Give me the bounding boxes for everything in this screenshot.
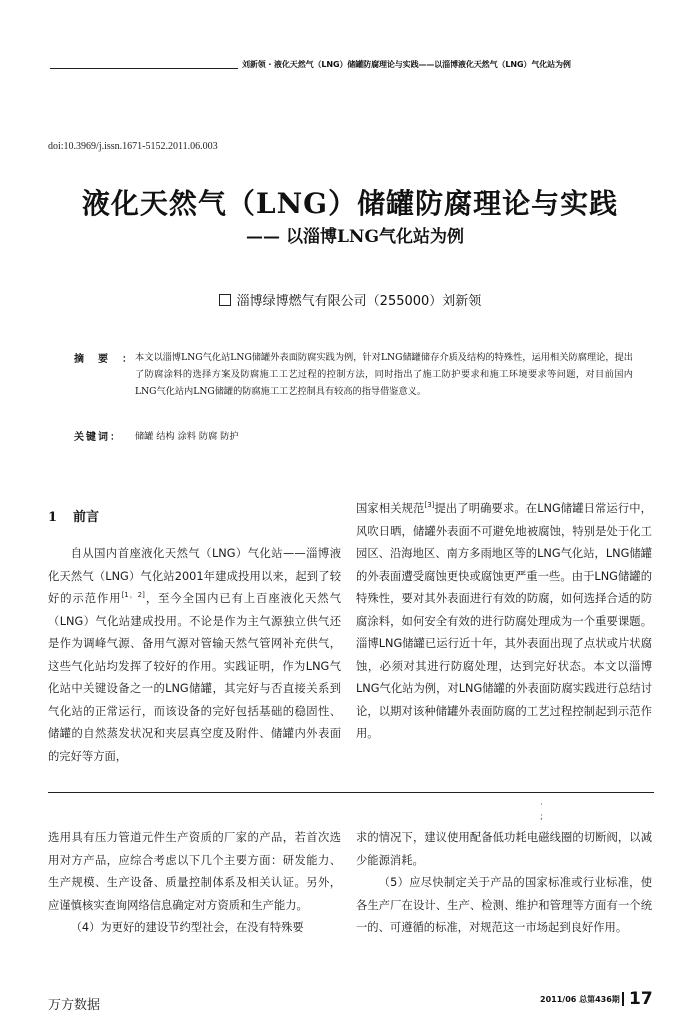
citation: [3]: [424, 501, 435, 510]
section-title: 前言: [73, 510, 100, 525]
section-number: 1: [48, 510, 58, 525]
author-line: [0, 290, 700, 309]
stray-mark: ·: [540, 800, 543, 810]
paragraph: （5）应尽快制定关于产品的国家标准或行业标准，使各生产厂在设计、生产、检测、维护和管理等方面有一个统一的、可遵循的标准，对规范这一市场起到良好作用。: [356, 876, 652, 934]
body-column-left-bottom: [48, 827, 341, 940]
body-column-left-top: [48, 543, 341, 768]
stray-mark: ;: [540, 812, 544, 822]
text-run: 提出了明确要求。在LNG储罐日常运行中，风吹日晒，储罐外表面不可避免地被腐蚀，特别是处于化工园区、沿海地区、南方多雨地区等的LNG气化站，LNG储罐的外表面遭受腐蚀更快或腐蚀更严重一些。由于LNG储罐的特殊性，要对其外表面进行有效的防腐，如何选择合适的防腐涂料，如何安全有效的进行防腐处理成为一个重要课题。淄博LNG储罐已运行近十年，其外表面出现了点状或片状腐蚀，必须对其进行防腐处理，达到完好状态。本文以淄博LNG气化站为例，对LNG储罐的外表面防腐实践进行总结讨论，以期对该种储罐外表面防腐的工艺过程控制起到示范作用。: [356, 502, 652, 740]
section-heading: [48, 506, 99, 525]
paragraph: 选用具有压力管道元件生产资质的厂家的产品，若首次选用对方产品，应综合考虑以下几个主要方面：研发能力、生产规模、生产设备、质量控制体系及相关认证。另外，应谨慎核实查询网络信息确定对方资质和生产能力。: [48, 831, 341, 912]
body-column-right-bottom: [356, 827, 652, 940]
paragraph: （4）为更好的建设节约型社会，在没有特殊要: [70, 921, 304, 934]
footer-divider: [622, 992, 624, 1006]
text-run: 自从国内首座液化天然气（LNG）气化站——淄博液化天然气（LNG）气化站2001年建成投用以来，起到了较好的示范作用: [48, 547, 341, 605]
checkbox-square-icon: [219, 294, 231, 306]
page-number: 17: [629, 989, 653, 1009]
footer-issue: 2011/06 总第436期: [540, 995, 620, 1004]
paragraph: [48, 543, 341, 768]
running-header: 刘新领 · 液化天然气（LNG）储罐防腐理论与实践——以淄博液化天然气（LNG）气化站为例: [242, 60, 571, 69]
doi: doi:10.3969/j.issn.1671-5152.2011.06.003: [48, 141, 218, 152]
abstract-text: 本文以淄博LNG气化站LNG储罐外表面防腐实践为例，针对LNG储罐储存介质及结构的特殊性，运用相关防腐理论，提出了防腐涂料的选择方案及防腐施工工艺过程的控制方法，同时指出了施工防护要求和施工环境要求等问题，对目前国内LNG气化站内LNG储罐的防腐施工工艺控制具有较高的指导借鉴意义。: [135, 352, 633, 397]
paper-title: 液化天然气（LNG）储罐防腐理论与实践: [81, 187, 619, 220]
keywords-text: 储罐 结构 涂料 防腐 防护: [135, 431, 239, 442]
paragraph: 求的情况下，建议使用配备低功耗电磁线圈的切断阀，以减少能源消耗。: [356, 831, 652, 867]
paper-subtitle: —— 以淄博LNG气化站为例: [246, 227, 464, 247]
paragraph: [356, 498, 652, 746]
author-text: 淄博绿博燃气有限公司（255000）刘新领: [236, 294, 482, 309]
abstract-label: 摘要：: [74, 354, 146, 365]
body-column-right-top: [356, 498, 652, 746]
section-divider: [48, 792, 654, 793]
header-rule: [50, 68, 238, 69]
citation: [1，2]: [121, 591, 145, 600]
text-run: ，至今全国内已有上百座液化天然气（LNG）气化站建成投用。不论是作为主气源独立供气还是作为调峰气源、备用气源对管输天然气管网补充供气，这些气化站均发挥了较好的作用。实践证明，作为LNG气化站中关键设备之一的LNG储罐，其完好与否直接关系到气化站的正常运行，而该设备的完好包括基础的稳固性、储罐的自然蒸发状况和夹层真空度及附件、储罐内外表面的完好等方面，: [48, 592, 341, 763]
text-run: 国家相关规范: [356, 502, 425, 515]
keywords-label: 关键词：: [74, 432, 122, 443]
footer-source: 万方数据: [48, 998, 101, 1013]
